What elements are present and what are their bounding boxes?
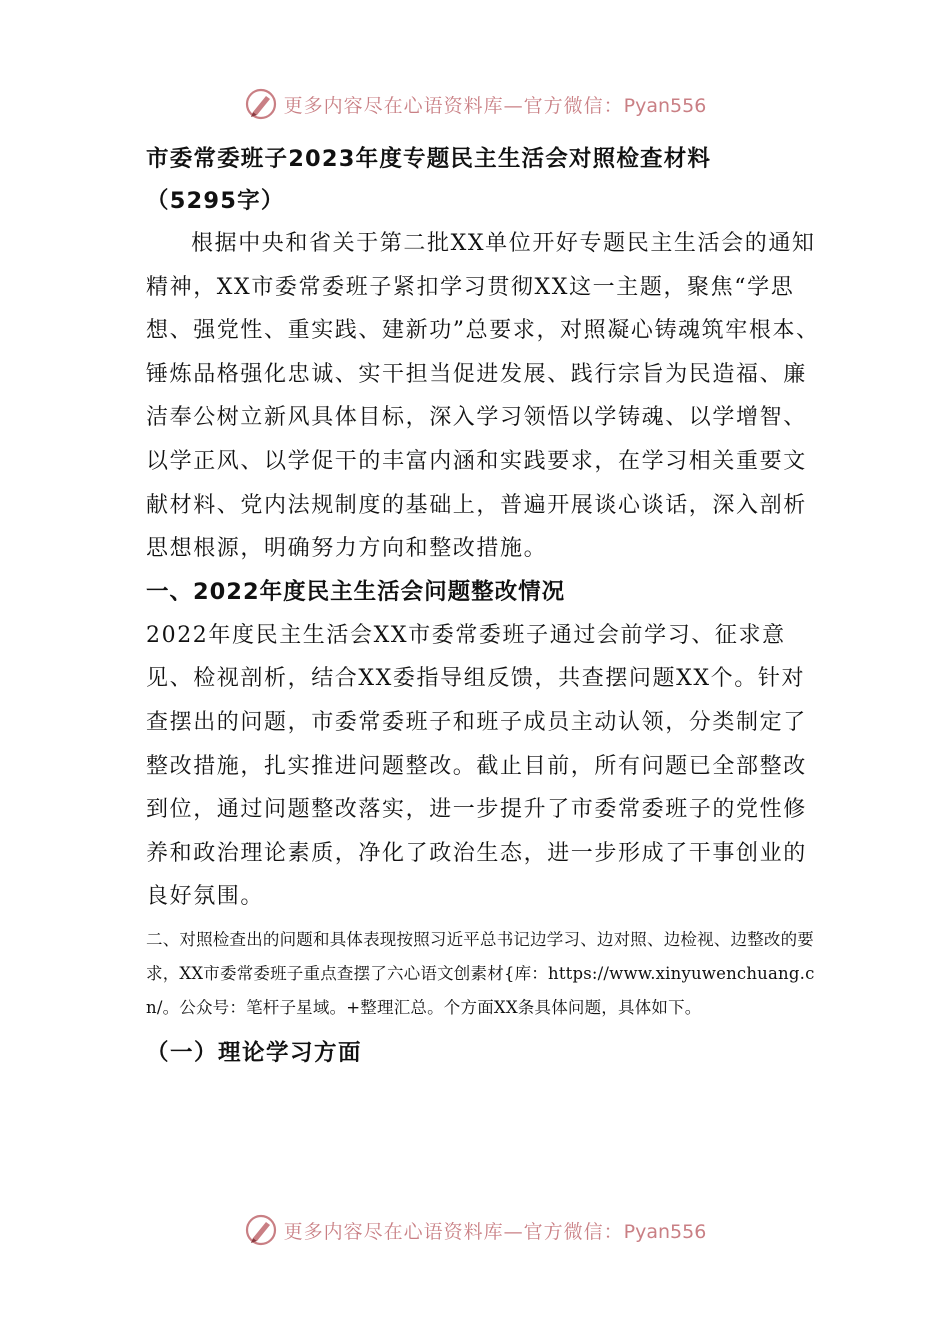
watermark-text: 更多内容尽在心语资料库—官方微信：Pyan556	[283, 94, 707, 117]
pen-logo-icon	[244, 87, 278, 121]
document-body	[146, 138, 826, 1075]
pen-logo-icon	[244, 1213, 278, 1247]
document-title: 市委常委班子2023年度专题民主生活会对照检查材料	[146, 146, 712, 172]
watermark-banner-top	[0, 84, 950, 124]
section1-paragraph: 2022年度民主生活会XX市委常委班子通过会前学习、征求意见、检视剖析，结合XX委指导组反馈，共查摆问题XX个。针对查摆出的问题，市委常委班子和班子成员主动认领，分类制定了整改措施，扎实推进问题整改。截止目前，所有问题已全部整改到位，通过问题整改落实，进一步提升了市委常委班子的党性修养和政治理论素质，净化了政治生态，进一步形成了干事创业的良好氛围。	[146, 622, 807, 910]
watermark-banner-bottom	[0, 1210, 950, 1250]
intro-paragraph: 根据中央和省关于第二批XX单位开好专题民主生活会的通知精神，XX市委常委班子紧扣学习贯彻XX这一主题，聚焦“学思想、强党性、重实践、建新功”总要求，对照凝心铸魂筑牢根本、锤炼品格强化忠诚、实干担当促进发展、践行宗旨为民造福、廉洁奉公树立新风具体目标，深入学习领悟以学铸魂、以学增智、以学正风、以学促干的丰富内涵和实践要求，在学习相关重要文献材料、党内法规制度的基础上，普遍开展谈心谈话，深入剖析思想根源，明确努力方向和整改措施。	[146, 231, 820, 562]
watermark-text: 更多内容尽在心语资料库—官方微信：Pyan556	[283, 1220, 707, 1243]
section2-paragraph: 二、对照检查出的问题和具体表现按照习近平总书记边学习、边对照、边检视、边整改的要求，XX市委常委班子重点查摆了六心语文创素材{库：https://www.xinyuwenchuang.cn/。公众号：笔杆子星域。+整理汇总。个方面XX条具体问题，具体如下。	[146, 929, 815, 1017]
document-word-count: （5295字）	[146, 188, 285, 214]
section1-heading: 一、2022年度民主生活会问题整改情况	[146, 578, 566, 605]
subsection1-heading: （一）理论学习方面	[146, 1039, 363, 1066]
